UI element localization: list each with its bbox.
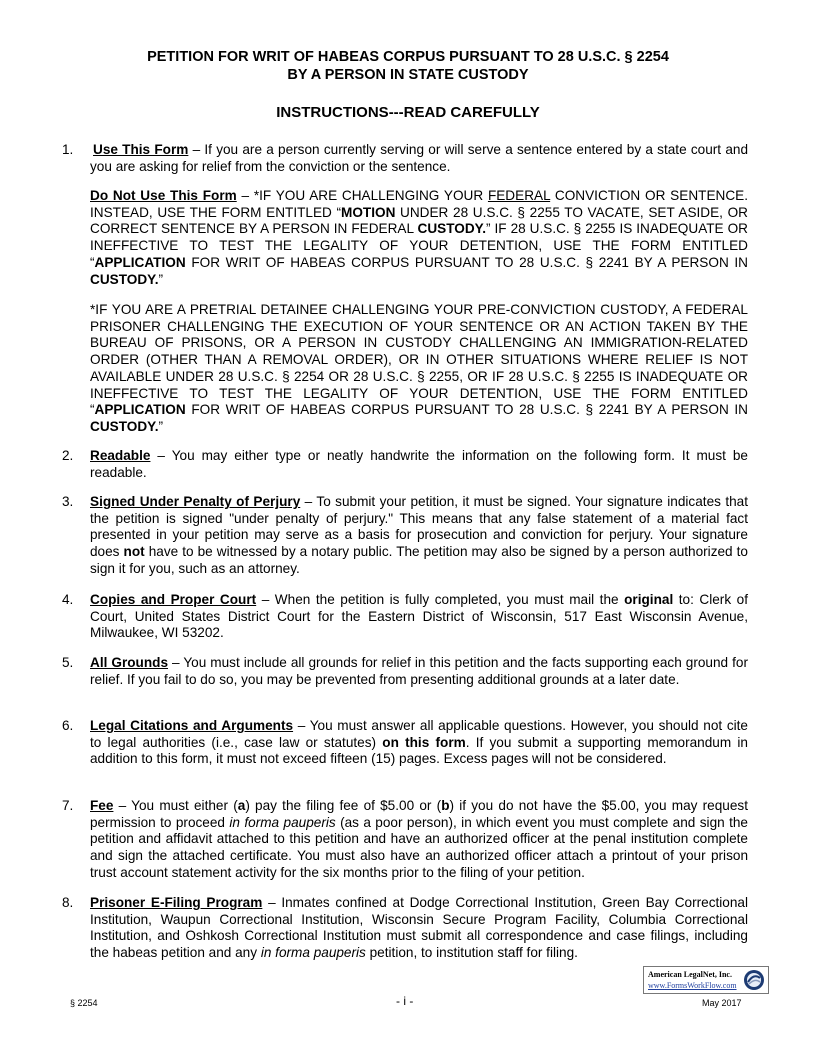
para-text: ” IF 28 U.S.C. § 2255 IS INADEQUATE OR INEFFECTIVE TO TEST THE LEGALITY OF YOUR DETENTION, USE THE FORM ENTITLED “ xyxy=(90,221,748,270)
footer-date: May 2017 xyxy=(702,998,742,1008)
item-text: – To submit your petition, it must be signed. Your signature indicates that the petition is signed "under penalty of perjury." This means that any false statement of a material fact presented in your petition may serve as a basis for prosecution and conviction for perjury. Your signature does xyxy=(90,494,749,560)
instruction-item-8 xyxy=(62,895,748,962)
page-title-line1: PETITION FOR WRIT OF HABEAS CORPUS PURSUANT TO 28 U.S.C. § 2254 xyxy=(147,49,669,65)
item-heading: Use This Form xyxy=(93,142,189,157)
bold-text: APPLICATION xyxy=(94,402,186,418)
item-heading: Copies and Proper Court xyxy=(90,592,257,607)
item-number: 3. xyxy=(62,494,74,509)
item-text: ) pay the filing fee of $5.00 or ( xyxy=(245,798,442,813)
item-heading: All Grounds xyxy=(90,655,169,670)
para-text: CONVICTION OR SENTENCE. INSTEAD, USE THE FORM ENTITLED “ xyxy=(90,188,748,220)
do-not-use-heading: Do Not Use This Form xyxy=(90,188,237,203)
item-text: have to be witnessed by a notary public. The petition may also be signed by a person authorized to sign it for you, such as an attorney. xyxy=(90,544,748,576)
do-not-use-paragraph xyxy=(90,188,748,288)
footer-page-number: - i - xyxy=(396,994,414,1008)
bold-text: not xyxy=(123,544,145,560)
para-text: ” xyxy=(158,418,164,434)
para-text: UNDER 28 U.S.C. § 2255 TO VACATE, SET ASIDE, OR CORRECT SENTENCE BY A PERSON IN FEDERAL xyxy=(90,204,748,237)
item-heading: Signed Under Penalty of Perjury xyxy=(90,494,301,509)
item-number: 4. xyxy=(62,592,74,607)
item-text: – If you are a person currently serving or will serve a sentence entered by a state court and you are asking for relief from the conviction or the sentence. xyxy=(90,142,749,174)
instruction-item-7 xyxy=(62,798,748,882)
item-heading: Fee xyxy=(90,798,114,813)
instructions-heading: INSTRUCTIONS---READ CAREFULLY xyxy=(276,104,540,121)
instruction-item-4 xyxy=(62,592,749,642)
instruction-item-5 xyxy=(62,655,748,688)
para-text: FOR WRIT OF HABEAS CORPUS PURSUANT TO 28 U.S.C. § 2241 BY A PERSON IN xyxy=(185,402,748,418)
badge-company: American LegalNet, Inc. xyxy=(648,970,732,979)
instruction-item-3 xyxy=(62,494,749,578)
bold-text: on this form xyxy=(382,734,466,750)
italic-text: in forma pauperis xyxy=(229,814,336,830)
bold-text: CUSTODY. xyxy=(90,271,159,287)
item-text: . If you submit a supporting memorandum in addition to this form, it must not exceed fifteen (15) pages. Excess pages will not be considered. xyxy=(90,734,748,767)
bold-text: a xyxy=(237,798,246,813)
item-text: – You must include all grounds for relief in this petition and the facts supporting each ground for relief. If you fail to do so, you may be prevented from presenting additional grounds at a later date. xyxy=(90,655,748,687)
pretrial-paragraph xyxy=(90,302,748,436)
bold-text: APPLICATION xyxy=(94,254,186,270)
page-title-line2: BY A PERSON IN STATE CUSTODY xyxy=(287,67,529,83)
item-number: 8. xyxy=(62,895,74,910)
item-text: – You must answer all applicable questions. However, you should not cite to legal authorities (i.e., case law or statutes) xyxy=(90,718,748,750)
item-text: – You must either ( xyxy=(113,798,238,813)
bold-text: CUSTODY. xyxy=(417,221,486,237)
para-text: *IF YOU ARE A PRETRIAL DETAINEE CHALLENGING YOUR PRE-CONVICTION CUSTODY, A FEDERAL PRISONER CHALLENGING THE EXECUTION OF YOUR SENTENCE OR AN ACTION TAKEN BY THE BUREAU OF PRISONS, OR A PERSON IN CUSTODY CHALLENGING AN IMMIGRATION-RELATED ORDER (OTHER THAN A REMOVAL ORDER), OR IN OTHER SITUATIONS WHERE RELIEF IS NOT AVAILABLE UNDER 28 U.S.C. § 2254 OR 28 U.S.C. § 2255, OR IF 28 U.S.C. § 2255 IS INADEQUATE OR INEFFECTIVE TO TEST THE LEGALITY OF YOUR DETENTION, USE THE FORM ENTITLED “ xyxy=(90,302,748,418)
item-number: 5. xyxy=(62,655,74,670)
para-text: ” xyxy=(158,271,164,287)
instruction-item-1 xyxy=(62,142,749,175)
item-heading: Readable xyxy=(90,448,151,463)
item-heading: Prisoner E-Filing Program xyxy=(90,895,263,910)
para-text: – *IF YOU ARE CHALLENGING YOUR xyxy=(236,188,488,203)
item-number: 6. xyxy=(62,718,74,733)
item-text: (as a poor person), in which event you must complete and sign the petition and affidavit attached to this petition and have an authorized officer at the penal institution complete and sign the attached certificate. You must also have an authorized officer attach a printout of your prison trust account statement activity for the six months prior to the filing of your petition. xyxy=(90,814,748,880)
bold-text: original xyxy=(624,592,674,607)
item-text: ) if you do not have the $5.00, you may request permission to proceed xyxy=(90,798,748,830)
bold-text: CUSTODY. xyxy=(90,418,159,434)
item-text: petition, to institution staff for filing. xyxy=(365,945,578,961)
instruction-item-6 xyxy=(62,718,748,768)
item-number: 1. xyxy=(62,142,74,157)
item-text: to: Clerk of Court, United States District Court for the Eastern District of Wisconsin, 517 East Wisconsin Avenue, Milwaukee, WI 53202. xyxy=(90,592,749,641)
federal-word: FEDERAL xyxy=(487,188,551,203)
item-heading: Legal Citations and Arguments xyxy=(90,718,294,733)
item-number: 7. xyxy=(62,798,74,813)
badge-link[interactable]: www.FormsWorkFlow.com xyxy=(648,981,737,990)
globe-logo-icon xyxy=(743,969,765,991)
para-text: FOR WRIT OF HABEAS CORPUS PURSUANT TO 28 U.S.C. § 2241 BY A PERSON IN xyxy=(185,254,748,270)
item-text: – When the petition is fully completed, you must mail the xyxy=(256,592,625,607)
italic-text: in forma pauperis xyxy=(260,945,366,961)
bold-text: b xyxy=(441,798,450,813)
item-text: – You may either type or neatly handwrite the information on the following form. It must be readable. xyxy=(90,448,748,480)
item-number: 2. xyxy=(62,448,74,463)
footer-form-number: § 2254 xyxy=(70,998,98,1008)
item-text: – Inmates confined at Dodge Correctional Institution, Green Bay Correctional Institution, Waupun Correctional Institution, Wisconsin Secure Program Facility, Columbia Correctional Institution, and Oshkosh Correctional Institution must submit all correspondence and case filings, including the habeas petition and any xyxy=(90,895,748,961)
bold-text: MOTION xyxy=(341,204,396,220)
legalnet-badge[interactable] xyxy=(643,966,769,994)
instruction-item-2 xyxy=(62,448,748,481)
